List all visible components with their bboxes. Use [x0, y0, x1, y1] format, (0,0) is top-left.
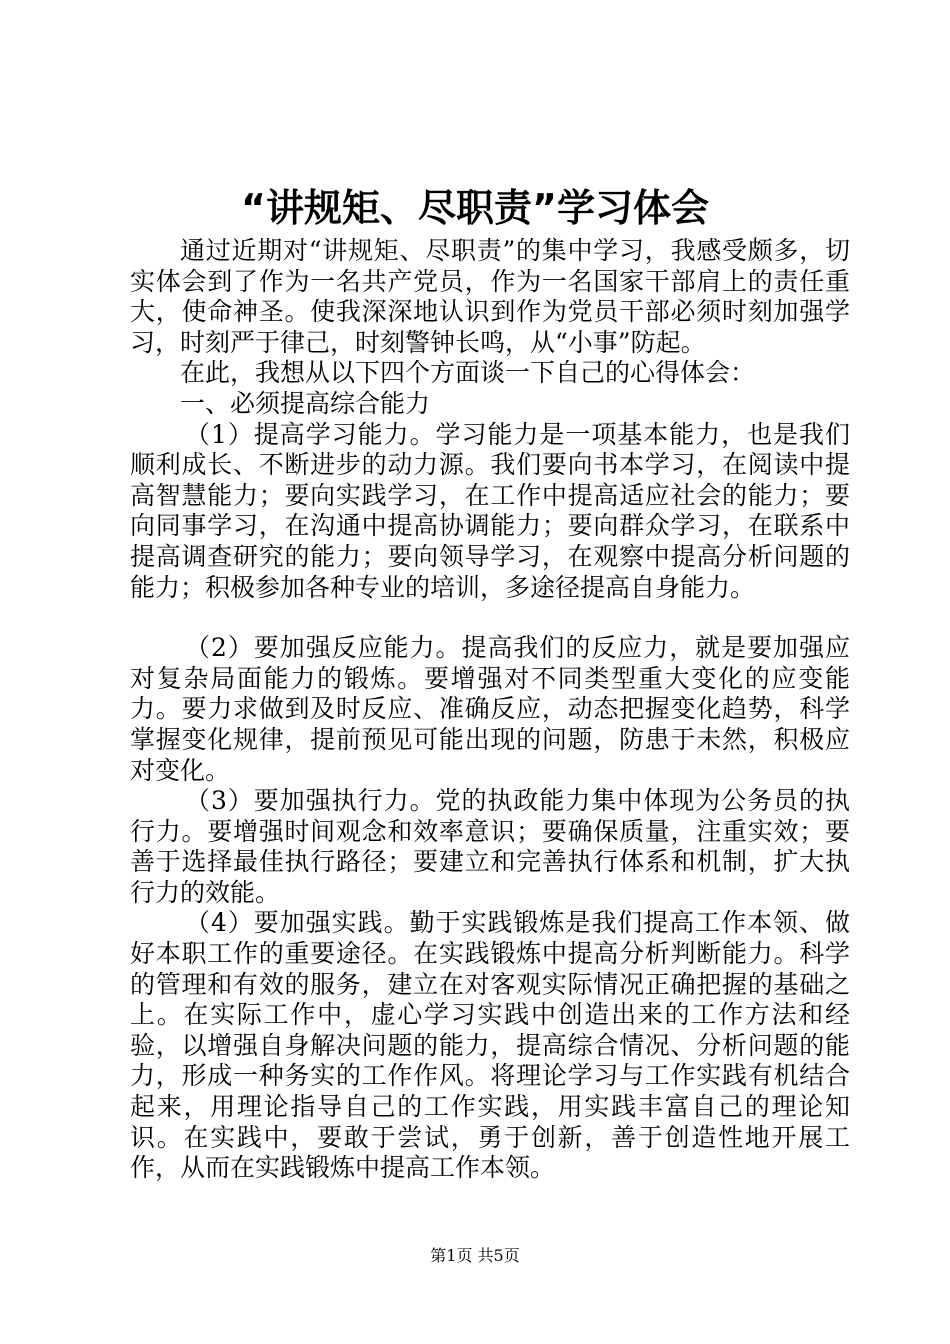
- paragraph-item-2: （2）要加强反应能力。提高我们的反应力，就是要加强应对复杂局面能力的锻炼。要增强对不同类型重大变化的应变能力。要力求做到及时反应、准确反应，动态把握变化趋势，科学掌握变化规律，提前预见可能出现的问题，防患于未然，积极应对变化。: [130, 633, 850, 785]
- paragraph-outline: 在此，我想从以下四个方面谈一下自己的心得体会：: [180, 358, 756, 388]
- paragraph-intro: 通过近期对“讲规矩、尽职责”的集中学习，我感受颇多，切实体会到了作为一名共产党员，作为一名国家干部肩上的责任重大，使命神圣。使我深深地认识到作为党员干部必须时刻加强学习，时刻严于律己，时刻警钟长鸣，从“小事”防起。: [130, 236, 850, 357]
- paragraph-item-4: （4）要加强实践。勤于实践锻炼是我们提高工作本领、做好本职工作的重要途径。在实践锻炼中提高分析判断能力。科学的管理和有效的服务，建立在对客观实际情况正确把握的基础之上。在实际工作中，虚心学习实践中创造出来的工作方法和经验，以增强自身解决问题的能力，提高综合情况、分析问题的能力，形成一种务实的工作作风。将理论学习与工作实践有机结合起来，用理论指导自己的工作实践，用实践丰富自己的理论知识。在实践中，要敢于尝试，勇于创新，善于创造性地开展工作，从而在实践锻炼中提高工作本领。: [130, 908, 850, 1183]
- document-body: [130, 236, 850, 1184]
- page-footer: 第1页 共5页: [430, 1246, 520, 1265]
- paragraph-item-1: （1）提高学习能力。学习能力是一项基本能力，也是我们顺利成长、不断进步的动力源。我们要向书本学习，在阅读中提高智慧能力；要向实践学习，在工作中提高适应社会的能力；要向同事学习，在沟通中提高协调能力；要向群众学习，在联系中提高调查研究的能力；要向领导学习，在观察中提高分析问题的能力；积极参加各种专业的培训，多途径提高自身能力。: [130, 419, 850, 602]
- paragraph-item-3: （3）要加强执行力。党的执政能力集中体现为公务员的执行力。要增强时间观念和效率意识；要确保质量，注重实效；要善于选择最佳执行路径；要建立和完善执行体系和机制，扩大执行力的效能。: [130, 786, 850, 907]
- section-heading: 一、必须提高综合能力: [180, 388, 431, 418]
- document-title: “讲规矩、尽职责”学习体会: [241, 186, 709, 230]
